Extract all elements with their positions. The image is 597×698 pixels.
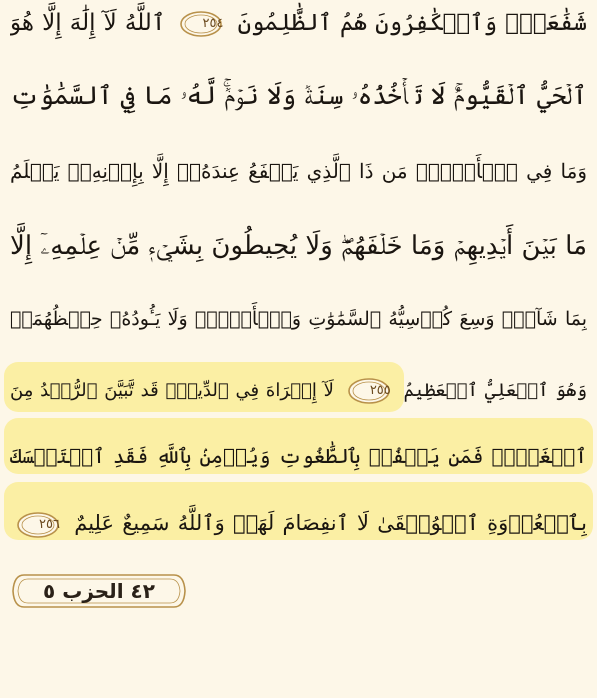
text-line-7 xyxy=(10,425,587,487)
line-4-text: مَا بَيۡنَ أَيۡدِيهِمۡ وَمَا خَلۡفَهُمۡۖ وَلَا يُحِيطُونَ بِشَيۡءٖ مِّنۡ عِلۡمِهِۦٓ إِلَّا xyxy=(10,231,587,261)
ayah-end-marker xyxy=(16,511,60,539)
text-line-5 xyxy=(10,288,587,350)
ayah-end-marker xyxy=(347,377,391,405)
line-3-text: وَمَا فِي ٱلۡأَرۡضِۗ مَن ذَا ٱلَّذِي يَشۡفَعُ عِندَهُۥٓ إِلَّا بِإِذۡنِهِۦۚ يَعۡلَمُ xyxy=(10,159,587,183)
text-line-2 xyxy=(10,65,587,127)
line-6-text: وَهُوَ ٱلۡعَلِيُّ ٱلۡعَظِيمُ xyxy=(403,380,587,401)
ayah-end-marker xyxy=(179,10,223,38)
text-line-3 xyxy=(10,140,587,202)
hizb-marker xyxy=(10,572,188,610)
ayah-number: ٢٥٦ xyxy=(39,516,60,532)
line-1-text: شَفَٰعَةٌۗ وَٱلۡكَٰفِرُونَ هُمُ ٱلظَّٰلِمُونَ xyxy=(237,10,587,36)
text-line-6 xyxy=(10,360,587,422)
line-2-text: ٱلۡحَيُّ ٱلۡقَيُّومُۚ لَا تَأۡخُذُهُۥ سِنَةٞ وَلَا نَوۡمٞۚ لَّهُۥ مَا فِي ٱلسَّمَٰوَٰتِ xyxy=(10,81,587,110)
line-8-text: بِٱلۡعُرۡوَةِ ٱلۡوُثۡقَىٰ لَا ٱنفِصَامَ لَهَاۗ وَٱللَّهُ سَمِيعٌ عَلِيمٌ xyxy=(74,511,587,535)
line-1-text-after: ٱللَّهُ لَآ إِلَٰهَ إِلَّا هُوَ xyxy=(10,10,166,36)
text-line-4 xyxy=(10,215,587,277)
ayah-number: ٢٥٥ xyxy=(369,383,391,398)
text-line-8 xyxy=(10,492,587,554)
line-5-text: بِمَا شَآءَۚ وَسِعَ كُرۡسِيُّهُ ٱلسَّمَٰوَٰتِ وَٱلۡأَرۡضَۖ وَلَا يَـُٔودُهُۥ حِفۡظُهُمَاۚ xyxy=(10,308,587,330)
line-7-text: ٱلۡغَيِّۚ فَمَن يَكۡفُرۡ بِٱلطَّٰغُوتِ وَيُؤۡمِنۢ بِٱللَّهِ فَقَدِ ٱسۡتَمۡسَكَ xyxy=(10,444,587,468)
hizb-label: ٤٢ الحزب ٥ xyxy=(43,579,155,603)
text-line-1 xyxy=(10,0,587,54)
line-6-text-after: لَآ إِكۡرَاهَ فِي ٱلدِّينِۖ قَد تَّبَيَّنَ ٱلرُّشۡدُ مِنَ xyxy=(10,380,334,401)
ayah-number: ٢٥٤ xyxy=(202,16,224,31)
